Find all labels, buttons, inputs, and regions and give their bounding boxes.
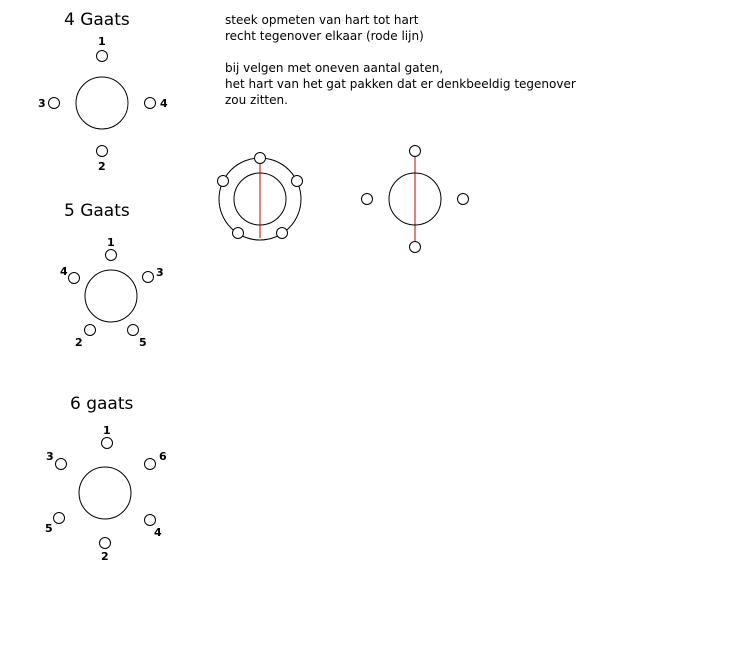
panel-5-holes <box>60 201 164 349</box>
note-line: recht tegenover elkaar (rode lijn) <box>225 29 424 43</box>
panel-4-holes <box>38 10 168 173</box>
hole-label-1: 1 <box>103 424 111 437</box>
measure-example-odd <box>218 153 303 241</box>
bolt-hole-5 <box>128 325 139 336</box>
bolt-hole-1 <box>102 438 113 449</box>
hole-label-2: 2 <box>75 336 83 349</box>
note-line: zou zitten. <box>225 93 288 107</box>
center-bore <box>85 270 137 322</box>
instruction-text <box>225 12 576 108</box>
note-line: steek opmeten van hart tot hart <box>225 13 419 27</box>
bolt-hole <box>292 176 303 187</box>
hole-label-1: 1 <box>107 236 115 249</box>
bolt-hole-4 <box>145 98 156 109</box>
bolt-hole <box>255 153 266 164</box>
hole-label-5: 5 <box>45 522 53 535</box>
note-line: het hart van het gat pakken dat er denkbeeldig tegenover <box>225 77 576 91</box>
bolt-hole <box>410 242 421 253</box>
bolt-hole <box>410 146 421 157</box>
hole-label-1: 1 <box>98 35 106 48</box>
panel-title-5: 5 Gaats <box>64 201 130 221</box>
panel-6-holes <box>45 394 167 563</box>
bolt-hole <box>277 228 288 239</box>
bolt-hole-4 <box>69 273 80 284</box>
bolt-hole-2 <box>85 325 96 336</box>
measure-example-even <box>362 146 469 253</box>
hole-label-6: 6 <box>159 450 167 463</box>
panel-title-6: 6 gaats <box>70 394 134 414</box>
bolt-hole <box>458 194 469 205</box>
note-line: bij velgen met oneven aantal gaten, <box>225 61 444 75</box>
bolt-hole-3 <box>49 98 60 109</box>
center-bore <box>79 467 131 519</box>
bolt-hole-2 <box>97 146 108 157</box>
bolt-hole-3 <box>143 272 154 283</box>
hole-label-4: 4 <box>160 97 168 110</box>
bolt-hole-4 <box>145 515 156 526</box>
bolt-hole-6 <box>145 459 156 470</box>
bolt-hole <box>218 176 229 187</box>
hole-label-5: 5 <box>139 336 147 349</box>
bolt-hole-1 <box>106 250 117 261</box>
center-bore <box>76 77 128 129</box>
bolt-hole <box>362 194 373 205</box>
panel-title-4: 4 Gaats <box>64 10 130 30</box>
bolt-hole-1 <box>97 51 108 62</box>
bolt-hole-3 <box>56 459 67 470</box>
hole-label-4: 4 <box>154 526 162 539</box>
bolt-hole-2 <box>100 538 111 549</box>
bolt-hole <box>233 228 244 239</box>
bolt-hole-5 <box>54 513 65 524</box>
hole-label-4: 4 <box>60 265 68 278</box>
hole-label-2: 2 <box>101 550 109 563</box>
hole-label-3: 3 <box>46 450 54 463</box>
hole-label-3: 3 <box>38 97 46 110</box>
hole-label-2: 2 <box>98 160 106 173</box>
hole-label-3: 3 <box>156 266 164 279</box>
